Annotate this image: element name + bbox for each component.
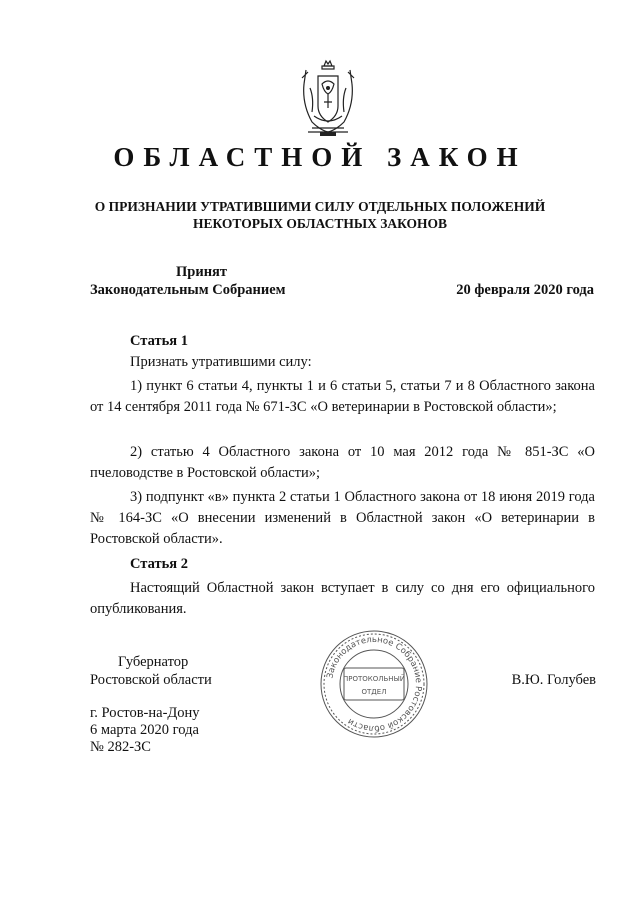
governor-region: Ростовской области	[90, 672, 212, 688]
document-title: ОБЛАСТНОЙ ЗАКОН	[113, 142, 527, 172]
article-1-item: 1) пункт 6 статьи 4, пункты 1 и 6 статьи 5, статьи 7 и 8 Областного закона от 14 сентября 2011 года № 671-ЗС «О ветеринарии в Ростовской области»;	[90, 378, 595, 415]
article-1-intro: Признать утратившими силу:	[130, 354, 312, 370]
footer-date: 6 марта 2020 года	[90, 722, 199, 738]
governor-title: Губернатор	[118, 654, 189, 670]
subtitle-line: НЕКОТОРЫХ ОБЛАСТНЫХ ЗАКОНОВ	[192, 216, 448, 231]
stamp-ring-text: Законодательное Собрание Ростовской области	[325, 634, 424, 734]
governor-name: В.Ю. Голубев	[511, 672, 596, 688]
article-1-item: 2) статью 4 Областного закона от 10 мая 2012 года № 851-ЗС «О пчеловодстве в Ростовской области»;	[90, 444, 595, 481]
document-subtitle	[60, 198, 580, 232]
article-1-item: 3) подпункт «в» пункта 2 статьи 1 Областного закона от 18 июня 2019 года № 164-ЗС «О внесении изменений в Областной закон «О ветеринарии в Ростовской области».	[90, 489, 595, 547]
official-stamp	[318, 628, 430, 740]
adopted-label: Принят	[176, 264, 228, 280]
footer-place: г. Ростов-на-Дону	[90, 705, 200, 721]
article-2-text: Настоящий Областной закон вступает в силу со дня его официального опубликования.	[90, 580, 595, 617]
adopted-by: Законодательным Собранием	[90, 282, 286, 298]
stamp-center-line: ОТДЕЛ	[361, 688, 387, 696]
article-1-heading: Статья 1	[130, 333, 188, 349]
article-2-heading: Статья 2	[130, 556, 188, 572]
stamp-center-line: ПРОТОКОЛЬНЫЙ	[342, 675, 406, 683]
footer-number: № 282-ЗС	[90, 739, 151, 755]
rostov-oblast-coat-of-arms-icon	[300, 58, 356, 138]
footer-block	[90, 705, 200, 756]
adoption-date: 20 февраля 2020 года	[456, 282, 594, 298]
subtitle-line: О ПРИЗНАНИИ УТРАТИВШИМИ СИЛУ ОТДЕЛЬНЫХ ПОЛОЖЕНИЙ	[94, 199, 546, 214]
